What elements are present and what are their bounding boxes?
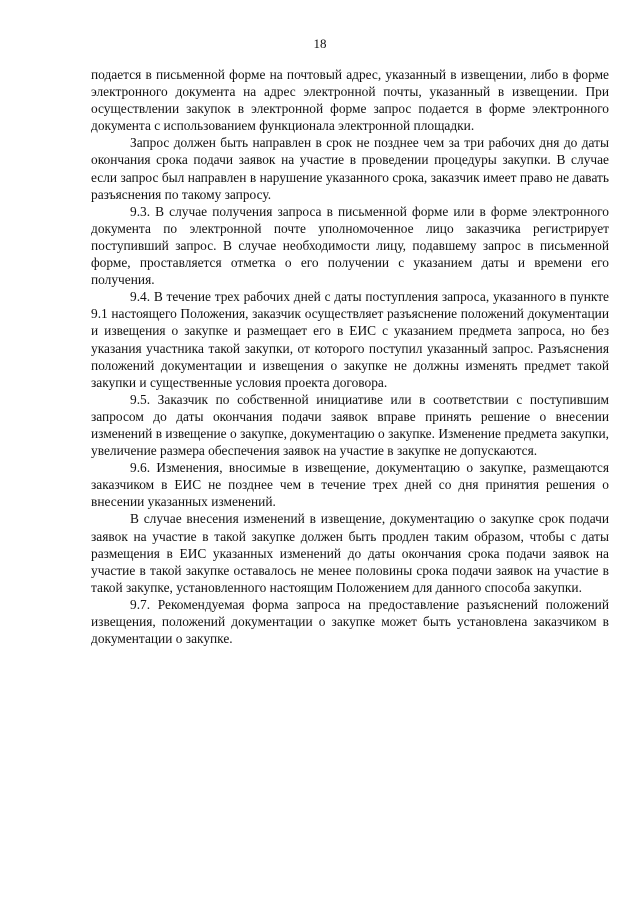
paragraph-9-5: 9.5. Заказчик по собственной инициативе или в соответствии с поступившим запросом до даты окончания подачи заявок вправе принять решение о внесении изменений в извещение о закупке, документацию о закупке. Изменение предмета закупки, увеличение размера обеспечения заявок на участие в закупке не допускаются. bbox=[91, 391, 609, 459]
paragraph-9-6: 9.6. Изменения, вносимые в извещение, документацию о закупке, размещаются заказчиком в ЕИС не позднее чем в течение трех дней со дня принятия решения о внесении указанных изменений. bbox=[91, 460, 609, 510]
paragraph-request-deadline: Запрос должен быть направлен в срок не позднее чем за три рабочих дня до даты окончания срока подачи заявок на участие в проведении процедуры закупки. В случае если запрос был направлен в нарушение указанного срока, заказчик имеет право не давать разъяснения по такому запросу. bbox=[91, 135, 609, 202]
paragraph-continuation: подается в письменной форме на почтовый адрес, указанный в извещении, либо в форме электронного документа на адрес электронной почты, указанный в извещении. При осуществлении закупок в электронной форме запрос подается в форме электронного документа с использованием функционала электронной площадки. bbox=[91, 67, 609, 134]
paragraph-9-4: 9.4. В течение трех рабочих дней с даты поступления запроса, указанного в пункте 9.1 настоящего Положения, заказчик осуществляет разъяснение положений документации и извещения о закупке и размещает его в ЕИС с указанием предмета запроса, но без указания участника такой закупки, от которого поступил указанный запрос. Разъяснения положений документации и извещения о закупке не должны изменять предмет такой закупки и существенные условия проекта договора. bbox=[91, 289, 609, 390]
paragraph-deadline-extension: В случае внесения изменений в извещение, документацию о закупке срок подачи заявок на участие в такой закупке должен быть продлен таким образом, чтобы с даты размещения в ЕИС указанных изменений до даты окончания срока подачи заявок на участие в такой закупке оставалось не менее половины срока подачи заявок на участие в такой закупке, установленного настоящим Положением для данного способа закупки. bbox=[91, 511, 609, 595]
document-body bbox=[91, 66, 609, 647]
paragraph-9-7: 9.7. Рекомендуемая форма запроса на предоставление разъяснений положений извещения, положений документации о закупке может быть установлена заказчиком в документации о закупке. bbox=[91, 596, 609, 647]
paragraph-9-3: 9.3. В случае получения запроса в письменной форме или в форме электронного документа по электронной почте уполномоченное лицо заказчика регистрирует поступивший запрос. В случае необходимости лицу, подавшему запрос в письменной форме, проставляется отметка о его получении с указанием даты и времени его получения. bbox=[91, 203, 609, 288]
page-number: 18 bbox=[313, 36, 327, 51]
